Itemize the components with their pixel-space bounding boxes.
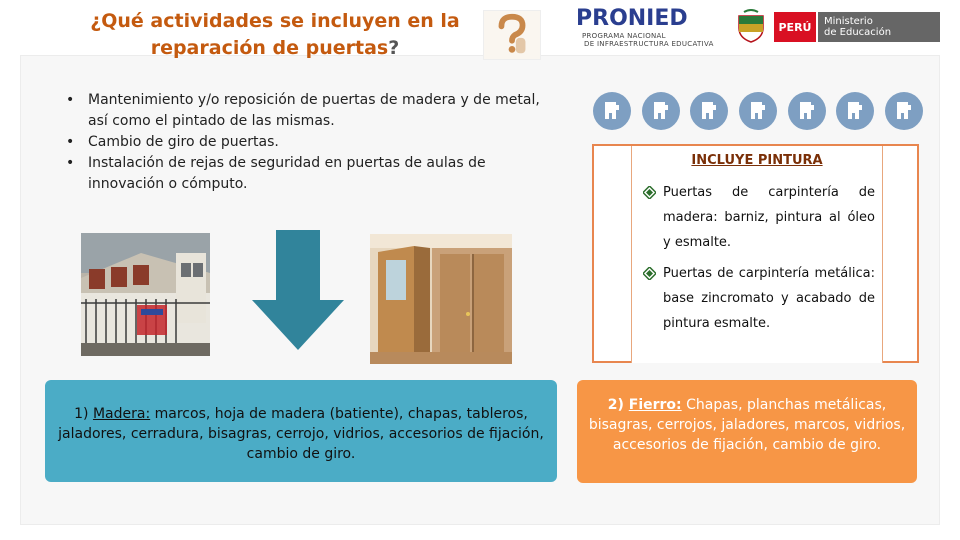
paint-info-box: [592, 144, 919, 363]
pronied-name: PRONIED: [576, 6, 688, 31]
wooden-doors-photo: [370, 234, 512, 364]
door-icon: [593, 92, 631, 130]
wood-items-box: [45, 380, 557, 482]
arrow-down-icon: [252, 230, 344, 350]
diamond-bullet-icon: [643, 267, 656, 280]
wood-prefix: 1): [74, 406, 93, 422]
diamond-bullet-icon: [643, 186, 656, 199]
school-building-photo: [81, 233, 210, 356]
title-line-2: [60, 35, 490, 62]
door-icon: [642, 92, 680, 130]
list-item: • Mantenimiento y/o reposición de puertas de madera y de metal, así como el pintado de las mismas.: [62, 90, 562, 132]
paint-item-metal-text: Puertas de carpintería metálica: base zincromato y acabado de pintura esmalte.: [663, 266, 875, 331]
list-item: • Instalación de rejas de seguridad en puertas de aulas de innovación o cómputo.: [62, 153, 562, 195]
pronied-subtitle-2: DE INFRAESTRUCTURA EDUCATIVA: [584, 40, 714, 48]
question-mark-icon: [483, 10, 541, 60]
title-line-1: ¿Qué actividades se incluyen en la: [90, 10, 460, 32]
paint-title: INCLUYE PINTURA: [691, 153, 823, 168]
title-question-mark: ?: [388, 37, 400, 59]
paint-item-wood-text: Puertas de carpintería de madera: barniz, pintura al óleo y esmalte.: [663, 185, 875, 250]
door-icon: [739, 92, 777, 130]
list-item: • Cambio de giro de puertas.: [62, 132, 562, 153]
wood-text: marcos, hoja de madera (batiente), chapas, tableros, jaladores, cerradura, bisagras, cerrojo, vidrios, accesorios de fijación, cambio de giro.: [58, 406, 544, 462]
peru-label: PERÚ: [774, 12, 816, 42]
paint-info-inner: [631, 146, 883, 363]
pronied-subtitle-1: PROGRAMA NACIONAL: [582, 32, 666, 40]
iron-prefix: 2): [607, 397, 629, 413]
peru-shield-icon: [734, 8, 768, 44]
activities-list: [62, 90, 562, 195]
minedu-logo: [734, 8, 940, 46]
ministry-line-2: de Educación: [824, 27, 892, 38]
door-icon: [885, 92, 923, 130]
paint-item-metal: [637, 261, 875, 336]
wood-label: Madera:: [92, 406, 151, 422]
pronied-logo: [572, 5, 722, 49]
iron-text: Chapas, planchas metálicas, bisagras, cerrojos, jaladores, marcos, vidrios, accesorios de fijación, cambio de giro.: [588, 397, 906, 453]
ministry-line-1: Ministerio: [824, 16, 873, 27]
paint-item-wood: [637, 180, 875, 255]
title-line-2-text: reparación de puertas: [150, 37, 389, 59]
door-icon-row: [593, 92, 923, 132]
page-title: [60, 8, 490, 62]
door-icon: [788, 92, 826, 130]
iron-items-box: [577, 380, 917, 483]
iron-label: Fierro:: [628, 397, 682, 413]
door-icon: [690, 92, 728, 130]
ministry-box: [818, 12, 940, 42]
door-icon: [836, 92, 874, 130]
